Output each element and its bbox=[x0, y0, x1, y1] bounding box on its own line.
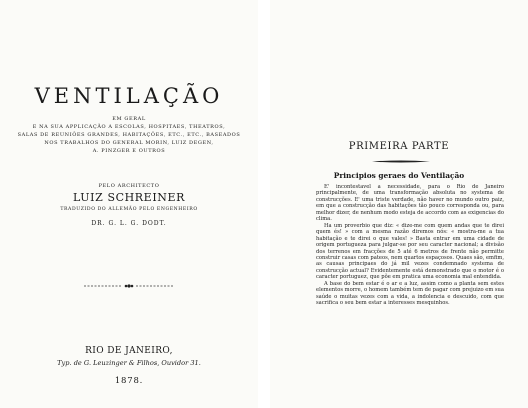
subtitle-line-2: E NA SUA APPLICAÇÃO A ESCOLAS, HOSPITAES, THEATROS, bbox=[32, 124, 226, 130]
subtitle-line-1: EM GERAL bbox=[112, 116, 146, 122]
ornament-divider bbox=[84, 284, 174, 288]
paragraph: A base do bem estar é o ar e a luz, assim como a planta sem estes elementos morre, o homem também tem de pagar com prejuizo em sua saúde o muitas vezes com a vida, a indolencia e descuido, com que sacrifica o seu bem estar a interesses mesquinhos. bbox=[316, 280, 504, 307]
left-page-title-page bbox=[0, 0, 258, 408]
book-title: VENTILAÇÃO bbox=[34, 84, 224, 108]
chapter-title: Principios geraes do Ventilação bbox=[333, 171, 465, 180]
imprint-printer: Typ. de G. Leuzinger & Filhos, Ouvidor 31. bbox=[57, 359, 201, 367]
author-intro: PELO ARCHITECTO bbox=[98, 183, 160, 189]
paragraph: E' incontestavel a necessidade, para o Rio de Janeiro principalmente, de uma transformação absoluta no systema de construcções. E' uma triste verdade, não haver no mundo outro paiz, em que a construcção das habitações tão pouco corresponda ou, para melhor dizer, de nenhum modo esteja de accordo com as exigencias do clima. bbox=[316, 184, 504, 223]
right-page-first-part bbox=[270, 0, 528, 408]
page-gutter bbox=[258, 0, 270, 408]
imprint-city: RIO DE JANEIRO, bbox=[85, 346, 173, 356]
subtitle-line-5: A. PINZGER E OUTROS bbox=[92, 148, 166, 154]
author-name: LUIZ SCHREINER bbox=[73, 191, 185, 204]
subtitle-line-4: NOS TRABALHOS DO GENERAL MORIN, LUIZ DEGEN, bbox=[44, 140, 214, 146]
paragraph: Ha um proverbio que diz: « dize-me com quem andas que te direi quem és! » com a mesma razão diremos nós: « mostra-me a tua habitação e te direi o que vales! » Basta entrar em uma cidade de origem portugueza para julgar-se por seu caracter nacional; a divisão dos terrenos em fracções de 5 até 6 metros de frente não permitte construir casas com pateos, nem quartos espaçosos. Quaes são, emfim, as causas principaes do já mil vezes condemnado systema de construcção actual? Evidentemente está demonstrado que o motor é o caracter portuguez, que põe em pratica uma economia mal entendida. bbox=[316, 222, 504, 281]
subtitle-line-3: SALAS DE REUNIÕES GRANDES, HABITAÇÕES, ETC., ETC., BASEADOS bbox=[17, 132, 241, 138]
imprint-year: 1878. bbox=[114, 376, 144, 386]
body-text bbox=[316, 184, 504, 307]
translator-name: DR. G. L. G. DODT. bbox=[91, 220, 167, 227]
translator-note: TRADUZIDO DO ALLEMÃO PELO ENGENHEIRO bbox=[60, 207, 198, 212]
title-rule bbox=[372, 160, 430, 163]
part-title: PRIMEIRA PARTE bbox=[348, 141, 450, 152]
